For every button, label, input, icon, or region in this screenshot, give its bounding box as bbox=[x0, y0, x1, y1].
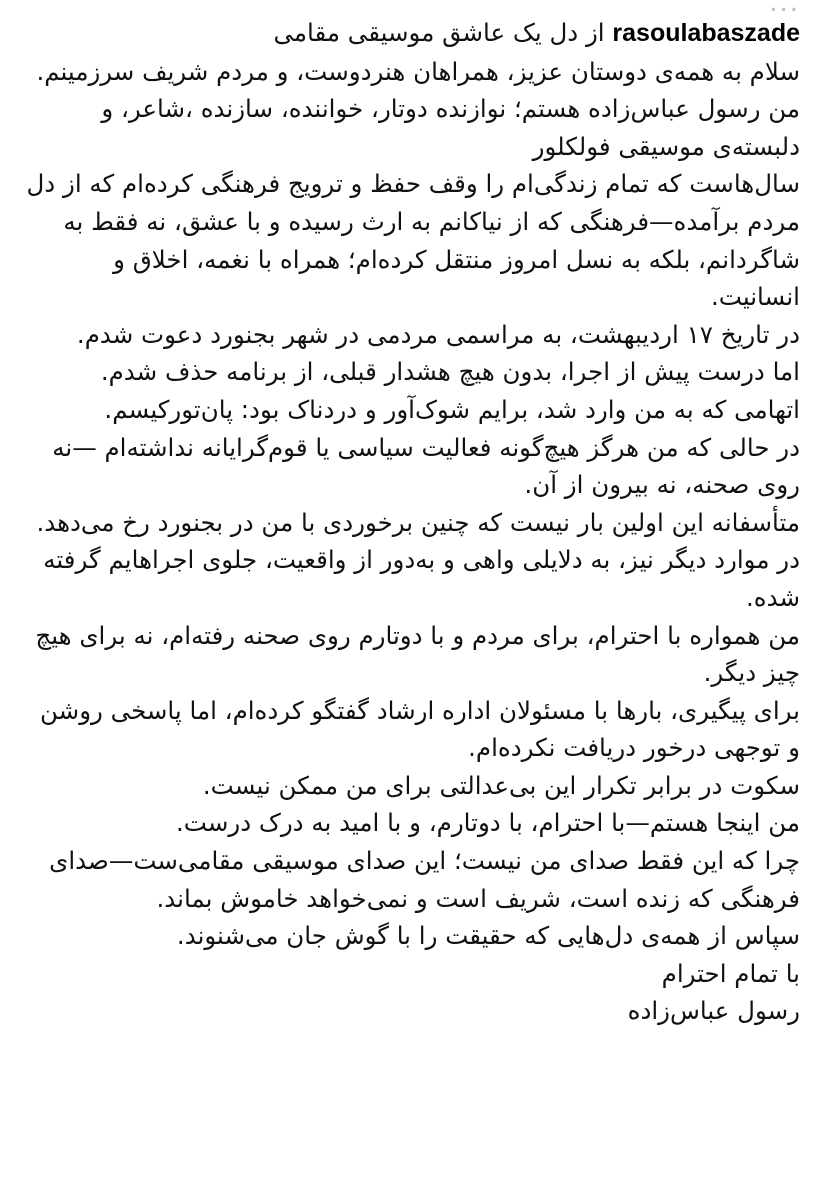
caption-first-line bbox=[26, 14, 800, 53]
caption-paragraph: اتهامی که به من وارد شد، برایم شوک‌آور و دردناک بود: پان‌تورکیسم. bbox=[104, 394, 800, 424]
caption-paragraph: در موارد دیگر نیز، به دلایلی واهی و به‌دور از واقعیت، جلوی اجراهایم گرفته شده. bbox=[43, 545, 800, 612]
caption-title: از دل یک عاشق موسیقی مقامی bbox=[273, 18, 605, 47]
username-link[interactable]: rasoulabaszade bbox=[612, 19, 800, 47]
caption-signature: رسول عباس‌زاده bbox=[627, 996, 800, 1026]
more-options-icon[interactable]: ... bbox=[769, 0, 800, 18]
caption-paragraph: اما درست پیش از اجرا، بدون هیچ هشدار قبلی، از برنامه حذف شدم. bbox=[100, 357, 800, 387]
caption-paragraph: سپاس از همه‌ی دل‌هایی که حقیقت را با گوش جان می‌شنوند. bbox=[176, 921, 800, 951]
caption-paragraph: سال‌هاست که تمام زندگی‌ام را وقف حفظ و ترویج فرهنگی کرده‌ام که از دل مردم برآمده—فرهنگی که از نیاکانم به ارث رسیده و با عشق، نه فقط به شاگردانم، بلکه به نسل امروز منتقل کرده‌ام؛ همراه با نغمه، اخلاق و انسانیت. bbox=[26, 169, 800, 312]
caption-paragraph: سکوت در برابر تکرار این بی‌عدالتی برای من ممکن نیست. bbox=[202, 770, 800, 800]
caption-paragraph: سلام به همه‌ی دوستان عزیز، همراهان هنردوست، و مردم شریف سرزمینم. bbox=[36, 56, 800, 86]
post-header-strip bbox=[26, 0, 800, 18]
caption-paragraph: چرا که این فقط صدای من نیست؛ این صدای موسیقی مقامی‌ست—صدای فرهنگی که زنده است، شریف است و نمی‌خواهد خاموش بماند. bbox=[49, 846, 800, 913]
caption-paragraph: در تاریخ ۱۷ اردیبهشت، به مراسمی مردمی در شهر بجنورد دعوت شدم. bbox=[76, 319, 800, 349]
caption-paragraph: من اینجا هستم—با احترام، با دوتارم، و با امید به درک درست. bbox=[176, 808, 800, 838]
caption-closing: با تمام احترام bbox=[661, 958, 800, 988]
post-caption bbox=[26, 14, 800, 1030]
caption-paragraph: برای پیگیری، بارها با مسئولان اداره ارشاد گفتگو کرده‌ام، اما پاسخی روشن و توجهی درخور دریافت نکرده‌ام. bbox=[40, 695, 800, 763]
caption-paragraph: من همواره با احترام، برای مردم و با دوتارم روی صحنه رفته‌ام، نه برای هیچ چیز دیگر. bbox=[35, 620, 800, 688]
caption-paragraph: در حالی که من هرگز هیچ‌گونه فعالیت سیاسی یا قوم‌گرایانه نداشته‌ام —نه روی صحنه، نه بیرون از آن. bbox=[52, 432, 800, 500]
caption-paragraph: متأسفانه این اولین بار نیست که چنین برخوردی با من در بجنورد رخ می‌دهد. bbox=[36, 507, 800, 537]
caption-paragraph: من رسول عباس‌زاده هستم؛ نوازنده دوتار، خواننده، سازنده ،شاعر، و دلبسته‌ی موسیقی فولکلور bbox=[101, 94, 800, 161]
